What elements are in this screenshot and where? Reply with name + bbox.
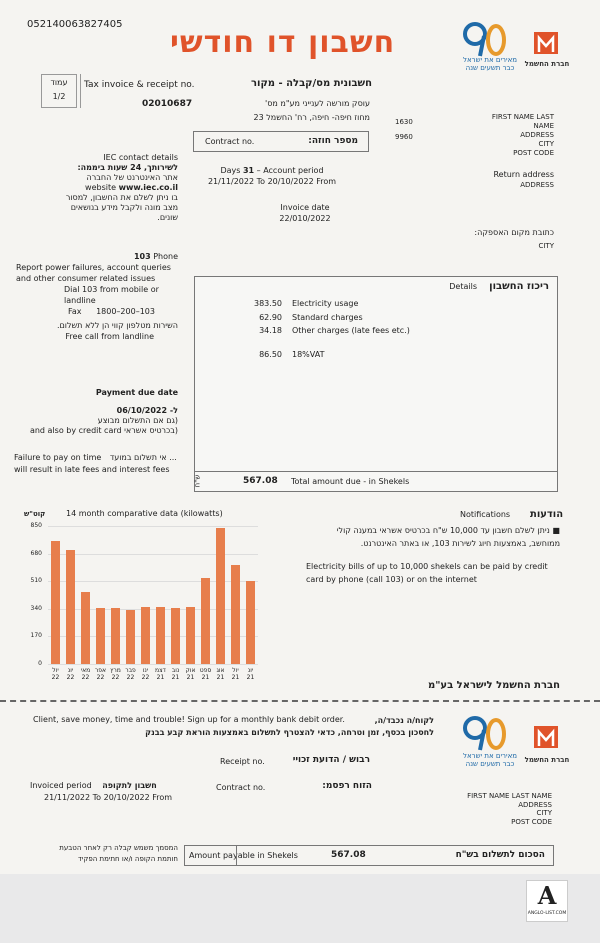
invoice-date-value: 22/010/2022 [279,214,331,223]
amount-label-he: הסכום לתשלום בש"ח [455,850,545,860]
summary-line: 62.90 Standard charges [259,312,363,322]
y-tick-label: 170 [30,632,42,640]
company-logo-bottom [460,712,570,774]
supply-address-label: כתובת מקום האספקה: [474,228,554,237]
notifications-title-en: Notifications [460,510,511,519]
phone-line-1: Report power failures, account queries [16,263,171,272]
gridline [48,554,258,555]
total-amount: 567.08 [243,476,278,486]
warn-2: will result in late fees and interest fees [14,465,170,474]
x-tick-label: מרץ 22 [110,667,121,681]
warn-he: אי תשלום במועד ... [109,453,177,462]
coupon-en: Client, save money, time and trouble! Sign up for a monthly bank debit order. [33,715,345,724]
licensed-number: 02010687 [142,99,193,109]
summary-line: 383.50 Electricity usage [254,299,359,308]
page-value: 1/2 [52,92,66,101]
supply-address [420,228,554,250]
customer-block [470,113,554,158]
chart-bar [246,581,255,664]
account-summary-box [194,276,558,492]
x-tick-label: דצמ 21 [155,667,166,681]
district: מחוז חיפה- חיפה, רח' החשמל 23 [253,113,370,122]
tax-invoice-he: חשבונית מס/קבלה - מקור [250,78,372,89]
tax-invoice-en: Tax invoice & receipt no. [84,80,195,90]
stamp-note: המסמך משמש קבלה רק לאחר הטבעת חותמת הקופה ו/או חתימת הפקיד [59,844,178,863]
period-range-bottom: 21/11/2022 To 20/10/2022 From [44,793,173,802]
coupon-he: לקוח/ה נכבד/ה, לחסכון בכסף, זמן וטרחה, כדאי להצטרף לתשלום באמצעות הוראת קבע בבנק [145,716,434,737]
period-label-he: חשבון לתקופה [102,781,157,790]
page-title: חשבון דו חודשי [170,25,396,60]
contract-label-en-bottom: Contract no. [216,783,266,792]
fax-label: Fax [68,307,82,316]
chart-bar [51,541,60,664]
chart-bar [141,607,150,664]
amount-payable-box [184,845,554,866]
payment-note-he: (גם אם התשלום מבוצע [97,416,178,425]
notification-he-1: ■ ניתן לשלם חשבון עד 10,000 ש"ח בכרטיס אשראי במענה קולי [336,526,560,535]
chart-bar [81,592,90,664]
summary-lines [250,297,500,361]
contact-site-he: אתר האינטרנט של החברה [86,173,178,182]
company-logo-text-bottom: חברת החשמל [524,756,570,764]
contract-box [193,131,369,152]
company-logo-text: חברת החשמל [524,60,570,68]
notification-en-1: Electricity bills of up to 10,000 shekels can be paid by credit [306,562,548,571]
summary-side-label: ש"ח [193,474,202,488]
amount-label-en: Amount payable in Shekels [189,851,298,860]
customer-postcode: POST CODE [513,149,554,157]
free-call-en: Free call from landline [65,332,154,341]
contract-label-he: מספר חוזה: [308,136,358,146]
notifications-title-he: הודעות [530,509,564,520]
return-address [470,170,554,189]
chart-bar [126,610,135,664]
contact-service: לשירותך, 24 שעות ביממה: [77,163,178,172]
consumption-chart [20,520,260,690]
customer-address: ADDRESS [520,131,554,139]
days-label: Days [220,166,241,175]
customer-city: CITY [538,140,554,148]
x-tick-label: נוב 21 [171,667,180,681]
licensed-label: עוסק מורשה לענייני מע"מ מס' [265,99,370,108]
x-tick-label: ינו 22 [141,667,150,681]
contact-note-3: שונים. [157,213,178,222]
payment-due [20,388,178,436]
gridline [48,526,258,527]
period-range: 21/11/2022 To 20/10/2022 From [207,177,337,186]
footer-company: חברת החשמל לישראל בע"מ [427,680,560,691]
summary-line: 86.50 18%VAT [259,349,325,359]
company-logo [460,18,570,80]
receipt-label-he: רבוש / הדועת זכויי [292,755,370,765]
chart-title: 14 month comparative data (kilowatts) [66,509,223,518]
code-1: 1630 [395,118,413,126]
y-tick-label: 340 [30,604,42,612]
invoice-date-label: Invoice date [280,203,330,212]
bullet-icon: ■ [549,526,560,535]
chart-bar [171,608,180,664]
receipt-label-en: Receipt no. [220,757,265,766]
y-tick-label: 680 [30,549,42,557]
account-period: Days 31 – Account period 21/11/2022 To 20/10/2022 From [204,165,340,187]
chart-bar [66,550,75,664]
payment-title: Payment due date [95,388,178,397]
page-number-box [41,74,77,108]
invoice-date [270,202,340,224]
contact-details [30,153,178,223]
x-tick-label: יונ 22 [66,667,75,681]
customer-name: FIRST NAME LAST NAME [491,113,554,130]
notification-en-2: card by phone (call 103) or on the internet [306,575,477,584]
summary-line: 34.18 Other charges (late fees etc.) [259,326,410,335]
code-2: 9960 [395,133,413,141]
x-tick-label: אוק 21 [185,667,196,681]
tear-line [0,700,600,702]
x-tick-label: מאי 22 [80,667,91,681]
days-value: 31 [242,166,255,175]
period-label: Account period [263,166,324,175]
invoiced-period [30,780,178,804]
phone-line-3: Dial 103 from mobile or landline [64,285,159,305]
return-address-value: ADDRESS [520,181,554,189]
summary-title-he: ריכוז החשבון [489,281,549,292]
supply-address-value: CITY [538,242,554,250]
phone-number: 103 [133,252,151,261]
x-tick-label: פבר 22 [125,667,136,681]
y-tick-label: 510 [30,577,42,585]
fax-number: 1800–200–103 [96,307,155,316]
return-address-label: Return address [493,170,554,179]
x-tick-label: אוג 21 [216,667,225,681]
notification-he-2: ממוחשב, באמצעות חיוג לשירות 103, או באתר האינטרנט. [360,539,560,548]
chart-bar [111,608,120,664]
logo-slogan-bottom: מאירים את ישראל כבר תשעים שנה [462,752,518,768]
chart-bar [216,528,225,664]
gridline [48,581,258,582]
contact-site-label: website [85,183,117,192]
total-label: Total amount due - in Shekels [291,477,410,486]
warn-en: Failure to pay on time [14,453,102,462]
chart-ylabel: קוט"ש [24,510,46,518]
website-link[interactable]: www.iec.co.il [118,183,178,192]
payment-note-en: and also by credit card [29,426,122,435]
free-call-he: השירות מטלפון קווי הן ללא תשלום. [56,321,178,330]
contact-note-1: בו ניתן לשלם את החשבון, למסור [65,193,178,202]
anglo-a-icon: A [537,881,557,910]
anglo-list-badge[interactable]: A ANGLO-LIST.COM [526,880,568,922]
chart-bar [231,565,240,664]
phone-block [16,251,178,317]
gridline [48,636,258,637]
contact-note-2: מצב מונה ולקבל מידע בנושאים [70,203,178,212]
contract-label-en: Contract no. [205,137,255,146]
customer-block-bottom: FIRST NAME LAST NAME ADDRESS CITY POST CODE [467,792,552,826]
chart-bar [156,607,165,664]
late-warning [14,452,192,476]
x-tick-label: יונ 21 [246,667,255,681]
gridline [48,609,258,610]
chart-bar [96,608,105,664]
payment-note-he2: בכרטיס אשראי) [124,426,178,435]
notifications-en [306,560,556,586]
x-tick-label: יול 22 [51,667,60,681]
period-label-en: Invoiced period [30,781,92,790]
amount-value: 567.08 [331,850,366,860]
summary-title-en: Details [449,282,477,291]
gridline [48,664,258,665]
contract-label-he-bottom: הזוח רפסמ: [322,781,372,791]
y-tick-label: 0 [38,660,42,667]
x-tick-label: ספט 21 [199,667,212,681]
contact-title: IEC contact details [103,153,178,162]
phone-label: Phone [153,252,178,261]
x-tick-label: אפר 22 [94,667,107,681]
phone-line-2: and other consumer related issues [16,274,156,283]
chart-bar [201,578,210,664]
x-tick-label: יול 21 [231,667,240,681]
y-tick-label: 850 [30,522,42,529]
page-label: עמוד [50,78,68,87]
payment-date: ל- 06/10/2022 [116,406,178,415]
account-number: 052140063827405 [27,19,123,30]
logo-slogan: מאירים את ישראל כבר תשעים שנה [462,56,518,72]
chart-bar [186,607,195,664]
notifications-he [290,524,560,550]
